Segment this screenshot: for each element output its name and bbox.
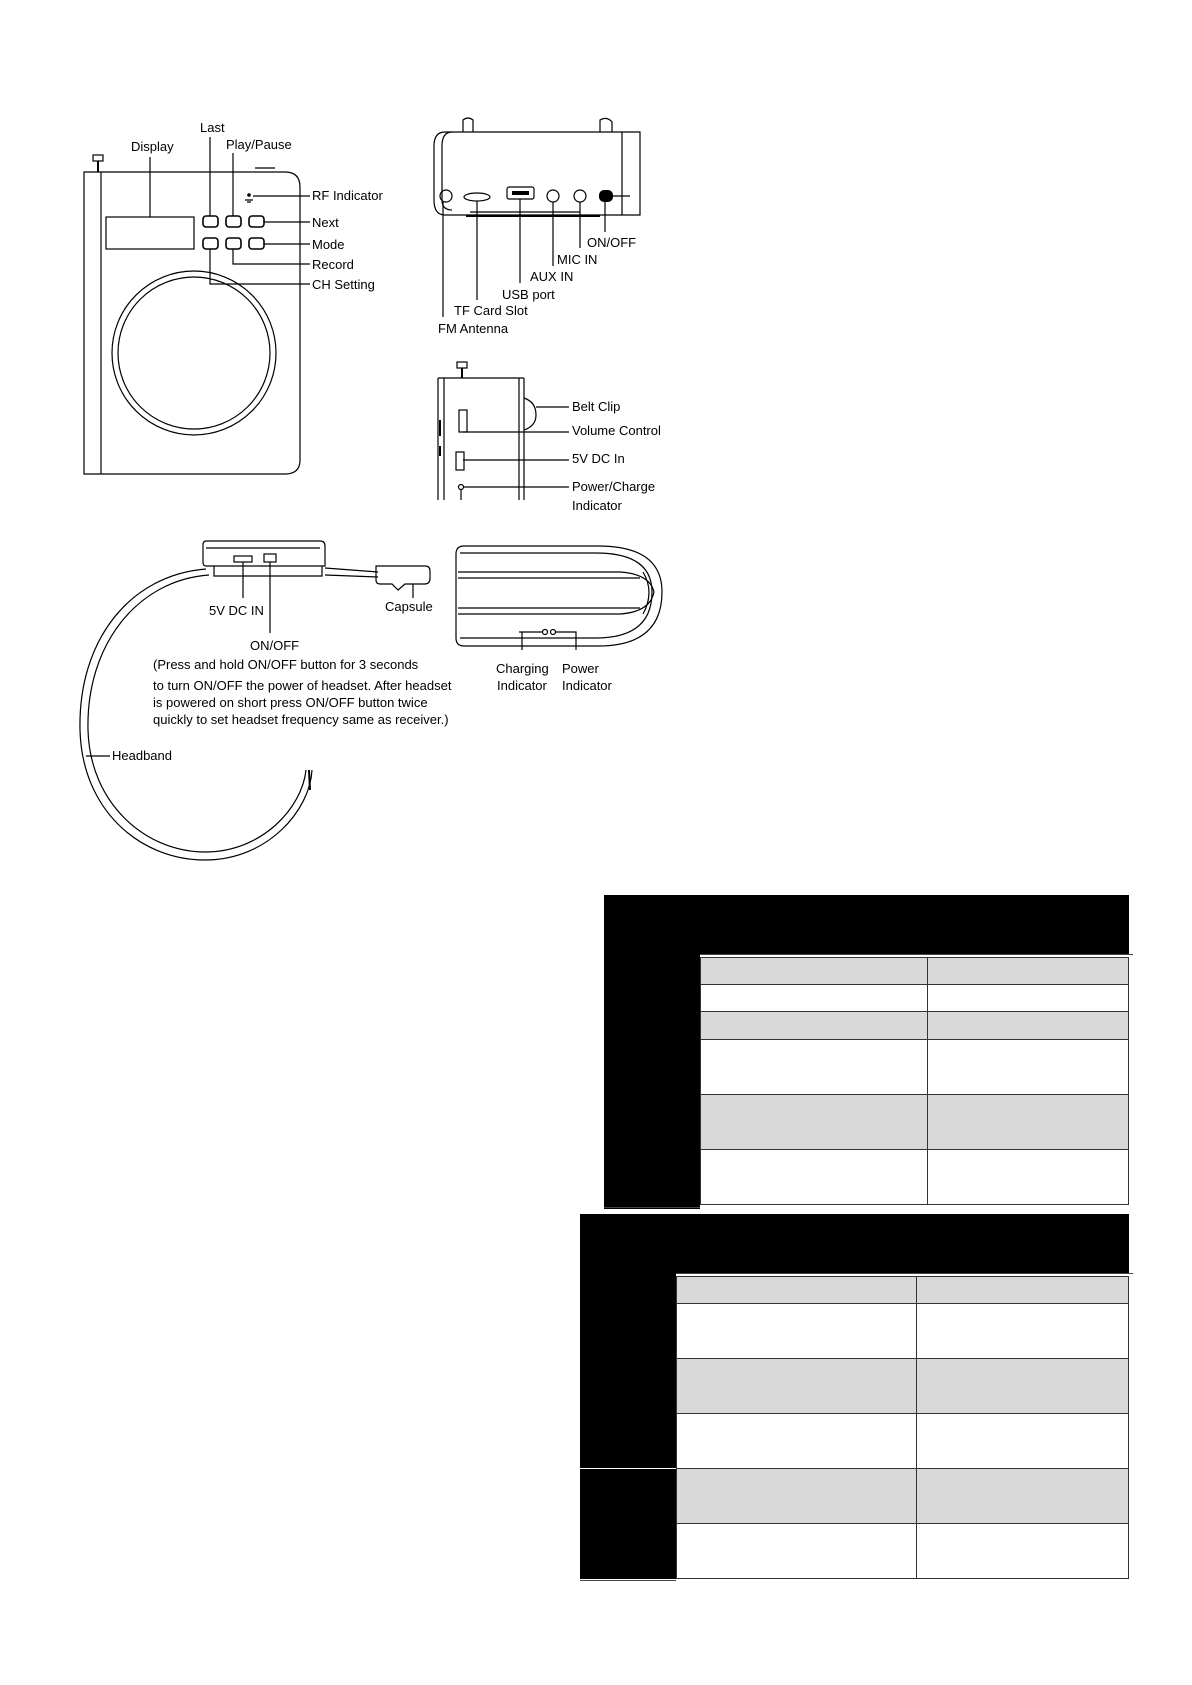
table-cell	[676, 1413, 917, 1469]
table-cell	[927, 1094, 1129, 1150]
label-belt-clip: Belt Clip	[572, 399, 621, 414]
play-pause-button[interactable]	[226, 216, 241, 227]
belt-clip	[524, 398, 536, 430]
label-on-off: ON/OFF	[587, 235, 637, 250]
power-charge-indicator	[459, 485, 464, 490]
label-capsule: Capsule	[385, 599, 433, 614]
label-aux-in: AUX IN	[530, 269, 574, 284]
label-power-charge-2: Indicator	[572, 498, 622, 513]
last-button[interactable]	[203, 216, 218, 227]
capsule	[376, 566, 430, 590]
table-cell	[700, 957, 928, 985]
volume-control[interactable]	[459, 410, 467, 432]
main-unit-top-view	[434, 118, 640, 336]
label-last: Last	[200, 120, 225, 135]
label-headset-on-off: ON/OFF	[250, 638, 300, 653]
table-cell	[916, 1468, 1129, 1524]
headset-note-line-1: (Press and hold ON/OFF button for 3 seconds	[153, 657, 419, 672]
headset-note-line-2: to turn ON/OFF the power of headset. After headset	[153, 678, 452, 693]
label-rf-indicator: RF Indicator	[312, 188, 383, 203]
label-dc-in: 5V DC In	[572, 451, 625, 466]
mic-in-port	[574, 190, 586, 202]
on-off-switch[interactable]	[599, 190, 613, 202]
next-button[interactable]	[249, 216, 264, 227]
label-ch-setting: CH Setting	[312, 277, 375, 292]
label-record: Record	[312, 257, 354, 272]
headset-note-line-3: is powered on short press ON/OFF button twice	[153, 695, 428, 710]
table-cell	[676, 1303, 917, 1359]
table-cell	[676, 1276, 917, 1304]
table-cell	[700, 1094, 928, 1150]
table-cell	[700, 984, 928, 1012]
table-cell	[916, 1358, 1129, 1414]
table-cell	[927, 1149, 1129, 1205]
label-headset-dc-in: 5V DC IN	[209, 603, 264, 618]
headset-on-off-button[interactable]	[264, 554, 276, 562]
table-cell	[927, 1039, 1129, 1095]
label-power-2: Indicator	[562, 678, 612, 693]
table-cell	[927, 957, 1129, 985]
power-indicator	[551, 630, 556, 635]
headset-note-line-4: quickly to set headset frequency same as receiver.)	[153, 712, 449, 727]
label-display: Display	[131, 139, 174, 154]
label-volume-control: Volume Control	[572, 423, 661, 438]
tf-card-slot	[464, 193, 490, 201]
table-cell	[700, 1149, 928, 1205]
spec-table-2-side	[580, 1214, 676, 1468]
label-charging-2: Indicator	[497, 678, 547, 693]
rf-indicator-icon	[247, 193, 251, 197]
aux-in-port	[547, 190, 559, 202]
label-power-1: Power	[562, 661, 599, 676]
label-tf-card-slot: TF Card Slot	[454, 303, 528, 318]
label-next: Next	[312, 215, 339, 230]
spec-table-1-side	[604, 895, 700, 1209]
main-unit-side-view	[438, 362, 661, 513]
headset-dc-in-port	[234, 556, 252, 562]
label-mic-in: MIC IN	[557, 252, 598, 267]
speaker-grille	[112, 271, 276, 435]
label-fm-antenna: FM Antenna	[438, 321, 509, 336]
label-power-charge-1: Power/Charge	[572, 479, 656, 494]
table-cell	[916, 1523, 1129, 1579]
table-cell	[700, 1011, 928, 1040]
ch-setting-button[interactable]	[203, 238, 218, 249]
table-cell	[916, 1303, 1129, 1359]
label-headband: Headband	[112, 748, 172, 763]
table-cell	[676, 1523, 917, 1579]
table-cell	[700, 1039, 928, 1095]
spec-table-2-side-lower	[580, 1469, 676, 1579]
display-screen	[106, 217, 194, 249]
label-usb-port: USB port	[502, 287, 555, 302]
main-unit-front	[84, 120, 383, 474]
table-cell	[927, 984, 1129, 1012]
label-play-pause: Play/Pause	[226, 137, 292, 152]
table-cell	[676, 1468, 917, 1524]
table-cell	[676, 1358, 917, 1414]
antenna-icon	[93, 155, 103, 172]
charging-indicator	[543, 630, 548, 635]
table-cell	[916, 1413, 1129, 1469]
record-button[interactable]	[226, 238, 241, 249]
headset-back-view	[456, 546, 662, 693]
mode-button[interactable]	[249, 238, 264, 249]
table-cell	[927, 1011, 1129, 1040]
headset-diagram	[80, 541, 452, 860]
label-charging-1: Charging	[496, 661, 549, 676]
label-mode: Mode	[312, 237, 345, 252]
table-cell	[916, 1276, 1129, 1304]
dc-in-port	[456, 452, 464, 470]
